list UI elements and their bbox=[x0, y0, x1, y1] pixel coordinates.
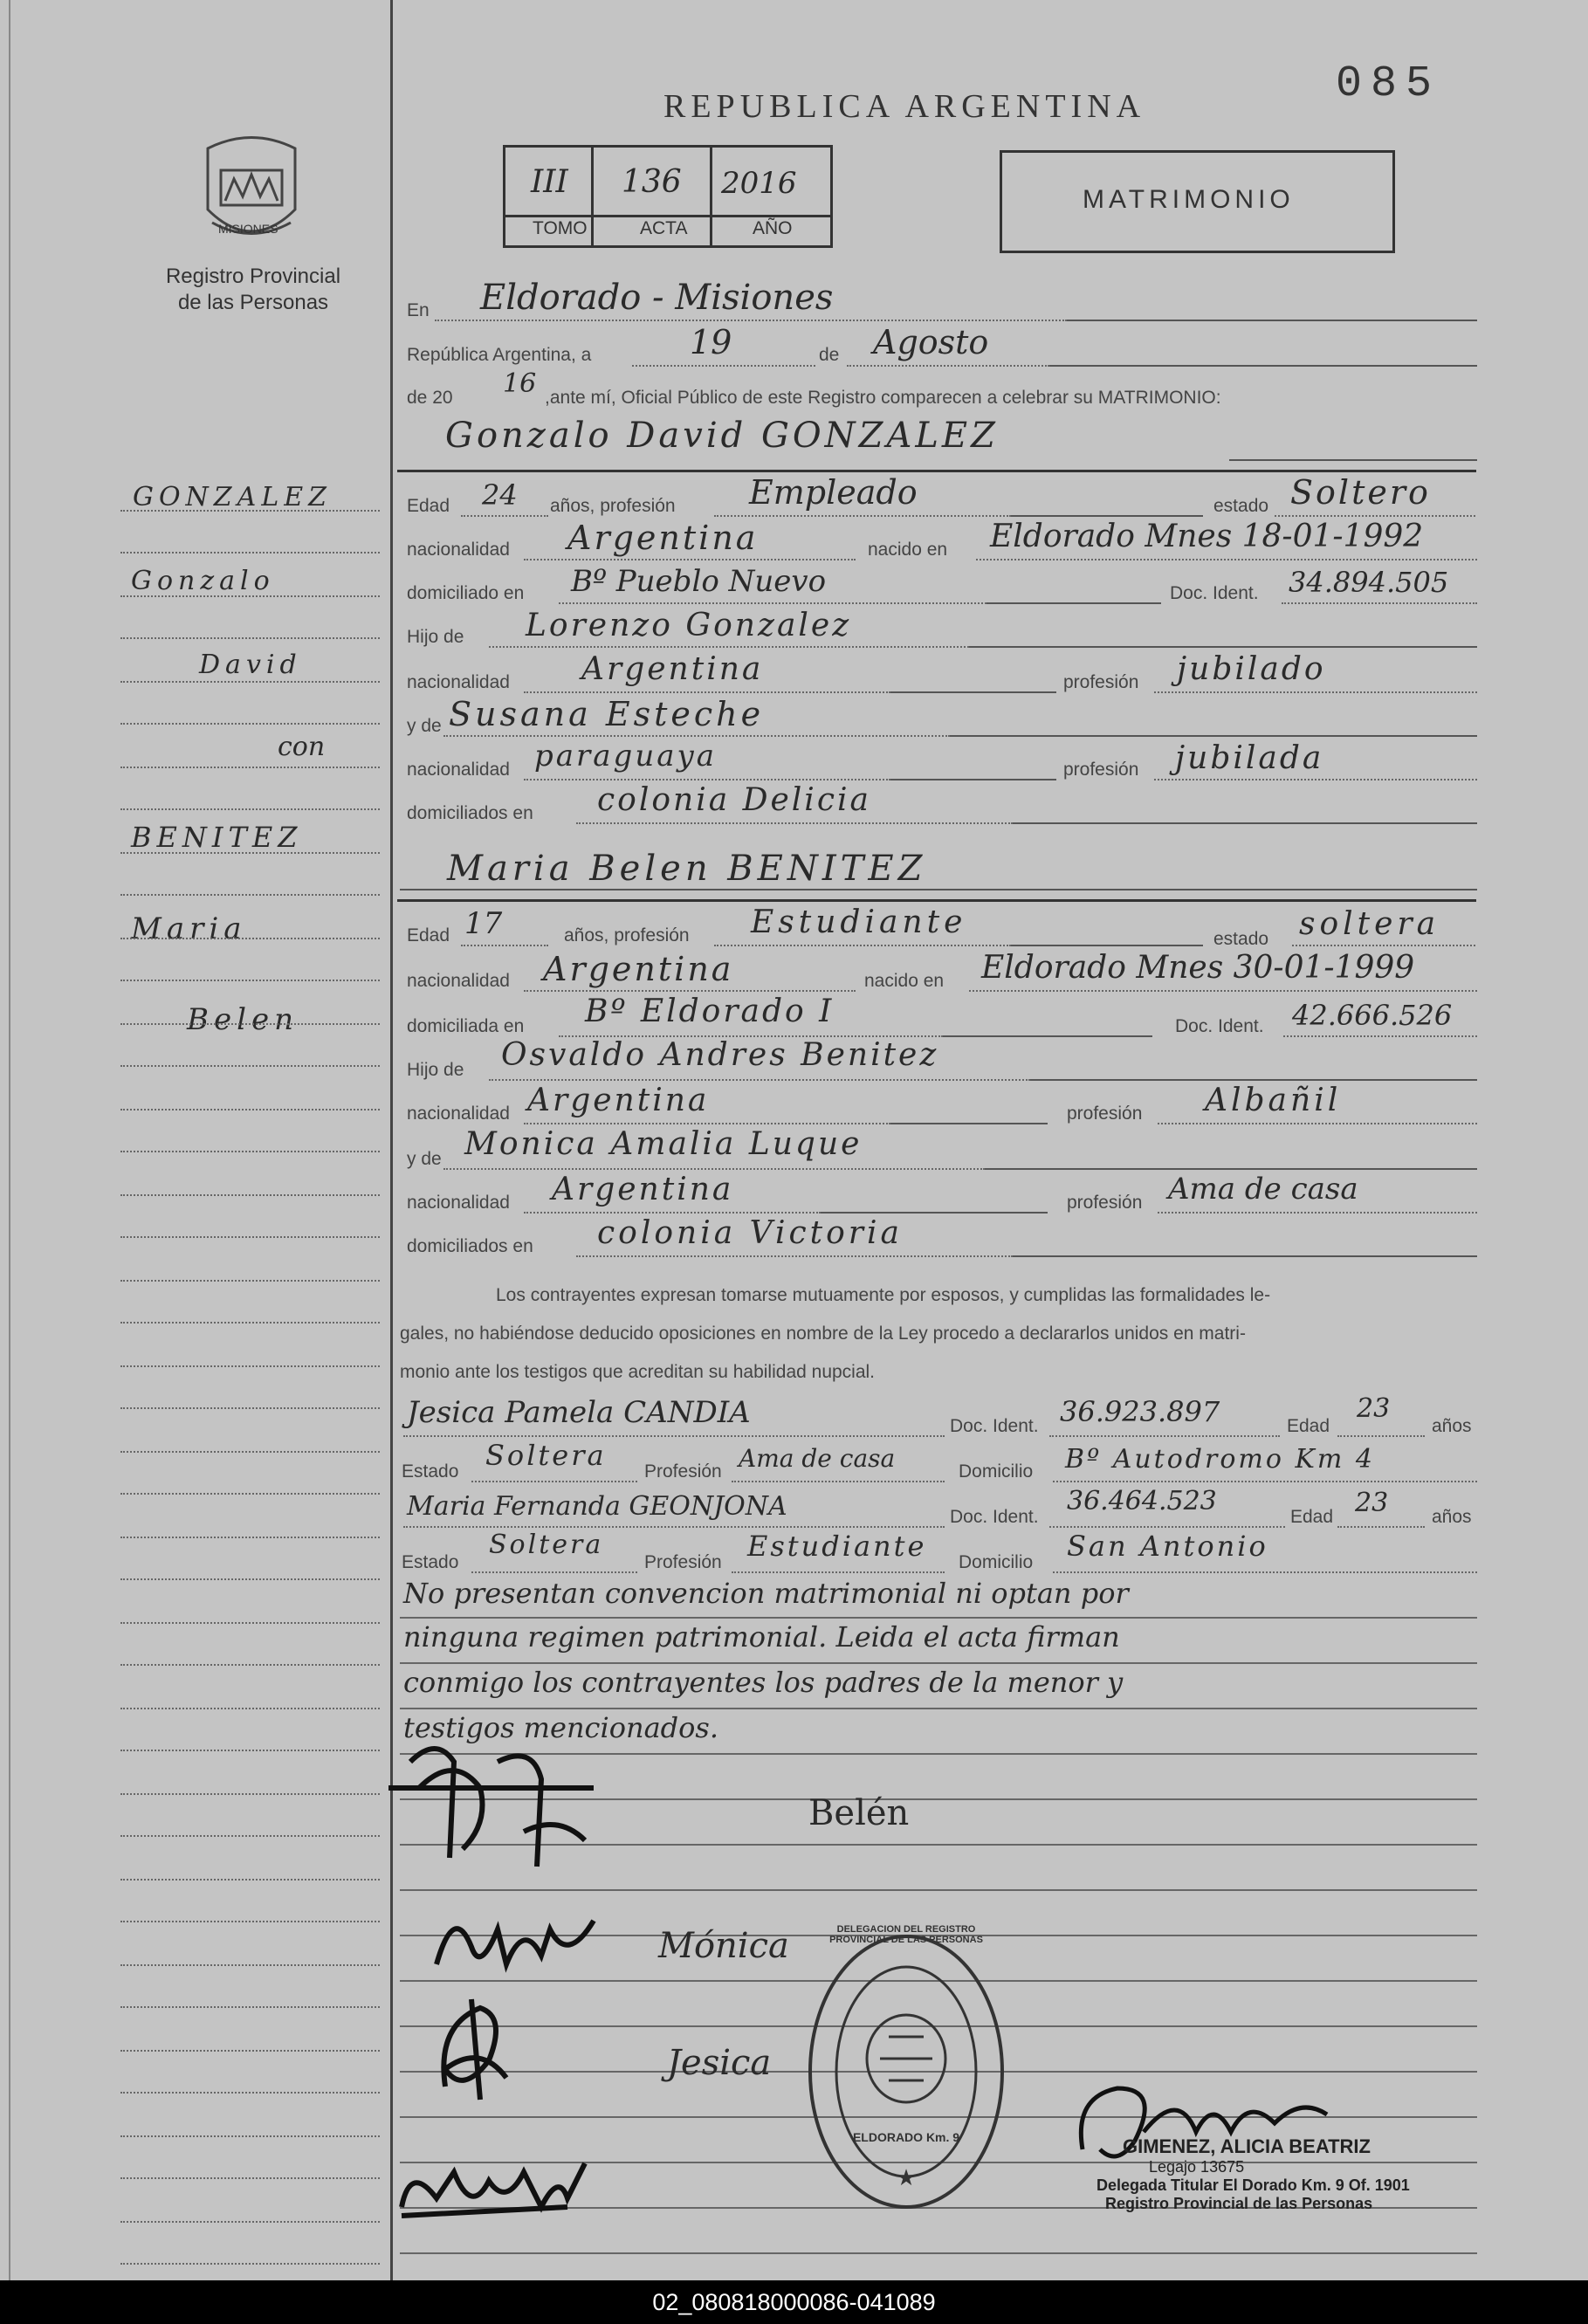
margin-line bbox=[120, 1151, 380, 1152]
official-title: Delegada Titular El Dorado Km. 9 Of. 1901 bbox=[1096, 2176, 1410, 2194]
bride-doc: 42.666.526 bbox=[1292, 999, 1453, 1032]
label-nacionalidad: nacionalidad bbox=[407, 672, 510, 692]
label-nacionalidad: nacionalidad bbox=[407, 760, 510, 780]
dotted-line bbox=[847, 365, 1049, 367]
dotted-line bbox=[524, 990, 856, 992]
label-doc-ident: Doc. Ident. bbox=[950, 1416, 1039, 1436]
margin-line bbox=[120, 1664, 380, 1666]
dotted-line bbox=[976, 559, 1477, 560]
witness2-address: San Antonio bbox=[1067, 1530, 1268, 1563]
statement-line-3: monio ante los testigos que acreditan su habilidad nupcial. bbox=[400, 1362, 876, 1382]
section-divider bbox=[397, 470, 1476, 472]
label-de20: de 20 bbox=[407, 388, 453, 408]
tomo-label: TOMO bbox=[533, 218, 588, 238]
groom-mother-nationality: paraguaya bbox=[534, 739, 717, 774]
margin-line bbox=[120, 681, 380, 683]
label-doc-ident: Doc. Ident. bbox=[1175, 1016, 1264, 1036]
dotted-line bbox=[524, 1212, 821, 1214]
label-domicilio: Domicilio bbox=[959, 1552, 1034, 1572]
label-anos-profesion: años, profesión bbox=[564, 925, 690, 945]
margin-line bbox=[120, 1537, 380, 1538]
label-y-de: y de bbox=[407, 1149, 442, 1169]
witness1-status: Soltera bbox=[485, 1439, 607, 1472]
dotted-line bbox=[559, 602, 986, 604]
registry-name bbox=[131, 264, 375, 316]
label-anos-profesion: años, profesión bbox=[550, 496, 676, 516]
margin-line bbox=[120, 1622, 380, 1624]
dotted-line bbox=[1049, 1435, 1280, 1437]
dotted-line bbox=[489, 646, 969, 648]
bride-full-name: Maria Belen BENITEZ bbox=[447, 849, 927, 889]
dotted-line bbox=[524, 559, 856, 560]
label-y-de: y de bbox=[407, 716, 442, 736]
signature-belen: Belén bbox=[808, 1793, 910, 1833]
label-doc-ident: Doc. Ident. bbox=[950, 1507, 1039, 1527]
dotted-line bbox=[1158, 1212, 1477, 1214]
margin-divider bbox=[390, 0, 393, 2280]
margin-name-bride-1: Maria bbox=[131, 911, 247, 946]
dotted-line bbox=[576, 822, 1013, 824]
ano-value: 2016 bbox=[721, 166, 797, 201]
label-estado: Estado bbox=[402, 1461, 459, 1482]
label-hijo-de: Hijo de bbox=[407, 1060, 464, 1080]
year-value: 16 bbox=[503, 368, 537, 399]
margin-line bbox=[120, 938, 380, 939]
notes-line-3: conmigo los contrayentes los padres de la menor y bbox=[403, 1666, 1124, 1699]
label-profesion: profesión bbox=[1063, 760, 1139, 780]
margin-line bbox=[120, 1578, 380, 1580]
official-block bbox=[1096, 2135, 1463, 2213]
label-edad: Edad bbox=[1290, 1507, 1334, 1527]
signature-monica: Mónica bbox=[658, 1926, 789, 1966]
label-anos: años bbox=[1432, 1416, 1472, 1436]
margin-surname-groom: GONZALEZ bbox=[133, 482, 332, 512]
seal-label: MISIONES bbox=[218, 222, 278, 236]
underline bbox=[1011, 515, 1203, 517]
registry-line-2: de las Personas bbox=[177, 291, 329, 314]
label-nacionalidad: nacionalidad bbox=[407, 540, 510, 560]
dotted-line bbox=[435, 320, 1067, 321]
label-de: de bbox=[819, 345, 840, 365]
groom-father-profession: jubilado bbox=[1177, 651, 1326, 687]
dotted-line bbox=[576, 1255, 1013, 1257]
country-title: REPUBLICA ARGENTINA bbox=[663, 88, 1146, 125]
bride-mother-profession: Ama de casa bbox=[1168, 1172, 1358, 1207]
margin-line bbox=[120, 1964, 380, 1966]
witness2-doc: 36.464.523 bbox=[1067, 1486, 1217, 1516]
groom-mother: Susana Esteche bbox=[449, 695, 765, 733]
margin-line bbox=[120, 1835, 380, 1837]
bride-father-profession: Albañil bbox=[1205, 1083, 1342, 1118]
margin-line bbox=[120, 1407, 380, 1409]
acta-value: 136 bbox=[622, 164, 682, 200]
margin-line bbox=[120, 1451, 380, 1453]
dotted-line bbox=[461, 515, 548, 517]
dotted-line bbox=[1283, 1035, 1477, 1037]
margin-con: con bbox=[278, 732, 326, 762]
margin-line bbox=[120, 1793, 380, 1795]
label-domiciliada: domiciliada en bbox=[407, 1016, 525, 1036]
notes-line-2: ninguna regimen patrimonial. Leida el acta firman bbox=[403, 1620, 1120, 1654]
underline bbox=[890, 1123, 1048, 1124]
margin-line bbox=[120, 1708, 380, 1709]
witness2-profession: Estudiante bbox=[747, 1530, 927, 1563]
label-edad: Edad bbox=[407, 925, 450, 945]
label-profesion: profesión bbox=[1067, 1104, 1143, 1124]
dotted-line bbox=[732, 1481, 945, 1482]
dotted-line bbox=[403, 1435, 945, 1437]
signature-sesica: Jesica bbox=[667, 2043, 772, 2083]
dotted-line bbox=[443, 1168, 985, 1170]
statement-line-1: Los contrayentes expresan tomarse mutuamente por esposos, y cumplidas las formalidades le- bbox=[496, 1285, 1271, 1305]
groom-doc: 34.894.505 bbox=[1289, 566, 1449, 599]
margin-line bbox=[120, 852, 380, 854]
groom-parents-address: colonia Delicia bbox=[597, 782, 871, 818]
stamp-icon bbox=[801, 1928, 1011, 2216]
label-profesion: Profesión bbox=[644, 1461, 722, 1482]
groom-address: Bº Pueblo Nuevo bbox=[571, 564, 827, 599]
margin-line bbox=[120, 2221, 380, 2223]
label-nacionalidad: nacionalidad bbox=[407, 1104, 510, 1124]
ruled-line bbox=[400, 1617, 1477, 1619]
dotted-line bbox=[524, 779, 890, 780]
label-nacionalidad: nacionalidad bbox=[407, 971, 510, 991]
label-profesion: profesión bbox=[1067, 1193, 1143, 1213]
ruled-line bbox=[400, 2252, 1477, 2254]
dotted-line bbox=[969, 990, 1477, 992]
signature-witness2 bbox=[393, 2155, 602, 2224]
ruled-line bbox=[400, 1708, 1477, 1709]
label-domiciliado: domiciliado en bbox=[407, 583, 525, 603]
official-legajo: Legajo 13675 bbox=[1149, 2158, 1245, 2176]
svg-text:★: ★ bbox=[896, 2164, 917, 2190]
signature-witness bbox=[428, 1991, 524, 2104]
bride-father-nationality: Argentina bbox=[527, 1083, 710, 1118]
margin-line bbox=[120, 1750, 380, 1751]
section-divider bbox=[397, 899, 1476, 902]
record-row-divider bbox=[503, 215, 833, 217]
stamp-inner-text: ELDORADO Km. 9 bbox=[852, 2130, 960, 2144]
dotted-line bbox=[1154, 691, 1477, 693]
underline bbox=[969, 646, 1477, 648]
witness2-name: Maria Fernanda GEONJONA bbox=[407, 1491, 787, 1522]
day-value: 19 bbox=[690, 323, 732, 361]
bride-birth: Eldorado Mnes 30-01-1999 bbox=[981, 950, 1415, 986]
dotted-line bbox=[403, 1526, 945, 1528]
margin-line bbox=[120, 808, 380, 810]
margin-line bbox=[120, 980, 380, 981]
dotted-line bbox=[714, 945, 1011, 946]
margin-line bbox=[120, 1065, 380, 1067]
bride-profession: Estudiante bbox=[751, 904, 967, 940]
label-estado: estado bbox=[1213, 929, 1269, 949]
groom-birth: Eldorado Mnes 18-01-1992 bbox=[990, 519, 1424, 554]
notes-line-4: testigos mencionados. bbox=[403, 1711, 718, 1744]
doc-type: MATRIMONIO bbox=[1083, 185, 1295, 214]
label-anos: años bbox=[1432, 1507, 1472, 1527]
dotted-line bbox=[1053, 1481, 1477, 1482]
underline bbox=[821, 1212, 1048, 1214]
margin-line bbox=[120, 1879, 380, 1881]
stamp-ring-text: DELEGACION DEL REGISTRO PROVINCIAL DE LAS PERSONAS bbox=[829, 1924, 983, 1945]
groom-father-nationality: Argentina bbox=[581, 651, 764, 687]
margin-line bbox=[120, 1365, 380, 1367]
margin-line bbox=[120, 894, 380, 896]
witness1-address: Bº Autodromo Km 4 bbox=[1065, 1444, 1375, 1475]
margin-name-groom-1: Gonzalo bbox=[131, 566, 275, 596]
underline bbox=[890, 691, 1056, 693]
margin-line bbox=[120, 595, 380, 597]
month-value: Agosto bbox=[873, 323, 989, 361]
dotted-line bbox=[471, 1481, 637, 1482]
record-divider bbox=[591, 145, 594, 245]
underline bbox=[890, 779, 1056, 780]
groom-full-name: Gonzalo David GONZALEZ bbox=[445, 416, 999, 456]
ruled-line bbox=[400, 1662, 1477, 1664]
dotted-line bbox=[1337, 1526, 1425, 1528]
record-divider bbox=[710, 145, 712, 245]
label-nacido: nacido en bbox=[868, 540, 948, 560]
groom-mother-profession: jubilada bbox=[1175, 740, 1324, 776]
signature-groom bbox=[384, 1727, 611, 1884]
signature-father bbox=[428, 1894, 602, 1982]
registry-line-1: Registro Provincial bbox=[165, 265, 341, 288]
underline bbox=[1030, 1079, 1477, 1081]
label-doc-ident: Doc. Ident. bbox=[1170, 583, 1259, 603]
dotted-line bbox=[1292, 945, 1475, 946]
dotted-line bbox=[1053, 1571, 1477, 1573]
underline bbox=[1013, 822, 1477, 824]
margin-line bbox=[120, 637, 380, 639]
underline bbox=[986, 602, 1161, 604]
bride-address: Bº Eldorado I bbox=[585, 994, 835, 1029]
margin-line bbox=[120, 767, 380, 768]
underline bbox=[985, 1168, 1477, 1170]
margin-line bbox=[120, 2177, 380, 2179]
label-domiciliados: domiciliados en bbox=[407, 803, 533, 823]
groom-nationality: Argentina bbox=[567, 519, 759, 557]
label-en: En bbox=[407, 300, 430, 320]
label-profesion: profesión bbox=[1063, 672, 1139, 692]
misiones-seal-icon bbox=[199, 131, 304, 249]
acta-label: ACTA bbox=[640, 218, 688, 238]
dotted-line bbox=[471, 1571, 637, 1573]
official-registry: Registro Provincial de las Personas bbox=[1105, 2195, 1373, 2212]
label-edad: Edad bbox=[407, 496, 450, 516]
label-estado: estado bbox=[1213, 496, 1269, 516]
dotted-line bbox=[732, 1571, 945, 1573]
image-caption: 02_080818000086-041089 bbox=[0, 2280, 1588, 2324]
margin-line bbox=[120, 2006, 380, 2008]
margin-line bbox=[120, 1322, 380, 1324]
witness2-age: 23 bbox=[1355, 1488, 1389, 1518]
ruled-line bbox=[400, 1889, 1477, 1891]
underline bbox=[1049, 365, 1477, 367]
witness1-age: 23 bbox=[1357, 1393, 1391, 1424]
witness1-doc: 36.923.897 bbox=[1060, 1395, 1220, 1428]
groom-profession: Empleado bbox=[749, 473, 918, 512]
label-nacionalidad: nacionalidad bbox=[407, 1193, 510, 1213]
label-domicilio: Domicilio bbox=[959, 1461, 1034, 1482]
margin-line bbox=[120, 723, 380, 725]
dotted-line bbox=[1275, 515, 1475, 517]
margin-line bbox=[120, 510, 380, 512]
margin-line bbox=[120, 2263, 380, 2265]
label-ante-mi: ,ante mí, Oficial Público de este Registro comparecen a celebrar su MATRIMONIO: bbox=[545, 388, 1221, 408]
underline bbox=[400, 889, 1477, 890]
dotted-line bbox=[1337, 1435, 1425, 1437]
place-value: Eldorado - Misiones bbox=[480, 278, 834, 318]
dotted-line bbox=[714, 515, 1011, 517]
label-domiciliados: domiciliados en bbox=[407, 1236, 533, 1256]
dotted-line bbox=[489, 1079, 1030, 1081]
dotted-line bbox=[632, 365, 815, 367]
groom-status: Soltero bbox=[1290, 473, 1431, 512]
underline bbox=[950, 735, 1477, 737]
underline bbox=[1067, 320, 1477, 321]
margin-line bbox=[120, 1280, 380, 1282]
bride-status: soltera bbox=[1299, 906, 1440, 942]
dotted-line bbox=[443, 735, 950, 737]
margin-line bbox=[120, 1921, 380, 1922]
dotted-line bbox=[1158, 1123, 1477, 1124]
margin-line bbox=[120, 1236, 380, 1238]
margin-line bbox=[120, 1493, 380, 1495]
bride-mother-nationality: Argentina bbox=[552, 1172, 734, 1207]
witness1-name: Jesica Pamela CANDIA bbox=[407, 1395, 751, 1430]
dotted-line bbox=[1282, 602, 1477, 604]
label-estado: Estado bbox=[402, 1552, 459, 1572]
dotted-line bbox=[524, 1123, 890, 1124]
left-edge-line bbox=[9, 0, 10, 2280]
margin-line bbox=[120, 2092, 380, 2094]
label-nacido: nacido en bbox=[864, 971, 945, 991]
bride-father: Osvaldo Andres Benitez bbox=[501, 1037, 939, 1073]
page-number: 085 bbox=[1336, 59, 1441, 109]
registry-stamp bbox=[801, 1924, 1011, 2216]
margin-name-groom-2: David bbox=[199, 650, 302, 680]
label-profesion: Profesión bbox=[644, 1552, 722, 1572]
bride-parents-address: colonia Victoria bbox=[597, 1215, 903, 1251]
statement-block bbox=[400, 1276, 1475, 1392]
margin-line bbox=[120, 2050, 380, 2052]
margin-line bbox=[120, 552, 380, 553]
underline bbox=[943, 1035, 1152, 1037]
underline bbox=[1229, 459, 1477, 461]
margin-name-bride-2: Belen bbox=[187, 1002, 299, 1037]
dotted-line bbox=[524, 691, 890, 693]
notes-line-1: No presentan convencion matrimonial ni optan por bbox=[403, 1577, 1129, 1610]
statement-line-2: gales, no habiéndose deducido oposiciones en nombre de la Ley procedo a declararlos unidos en matri- bbox=[400, 1324, 1246, 1344]
bride-nationality: Argentina bbox=[543, 950, 734, 988]
margin-line bbox=[120, 1194, 380, 1196]
label-hijo-de: Hijo de bbox=[407, 627, 464, 647]
underline bbox=[1013, 1255, 1477, 1257]
underline bbox=[1011, 945, 1203, 946]
dotted-line bbox=[461, 945, 548, 946]
ano-label: AÑO bbox=[753, 218, 793, 238]
label-republica: República Argentina, a bbox=[407, 345, 592, 365]
tomo-value: III bbox=[531, 164, 568, 200]
margin-line bbox=[120, 1023, 380, 1025]
margin-surname-bride: BENITEZ bbox=[131, 821, 303, 854]
dotted-line bbox=[1154, 779, 1477, 780]
witness1-profession: Ama de casa bbox=[739, 1444, 896, 1473]
label-edad: Edad bbox=[1287, 1416, 1330, 1436]
groom-father: Lorenzo Gonzalez bbox=[526, 608, 852, 643]
margin-line bbox=[120, 1109, 380, 1110]
bride-age: 17 bbox=[464, 906, 503, 941]
bride-mother: Monica Amalia Luque bbox=[464, 1126, 863, 1162]
margin-line bbox=[120, 2135, 380, 2137]
official-name: GIMENEZ, ALICIA BEATRIZ bbox=[1123, 2135, 1371, 2157]
groom-age: 24 bbox=[482, 478, 518, 512]
witness2-status: Soltera bbox=[489, 1530, 604, 1560]
dotted-line bbox=[1049, 1526, 1285, 1528]
